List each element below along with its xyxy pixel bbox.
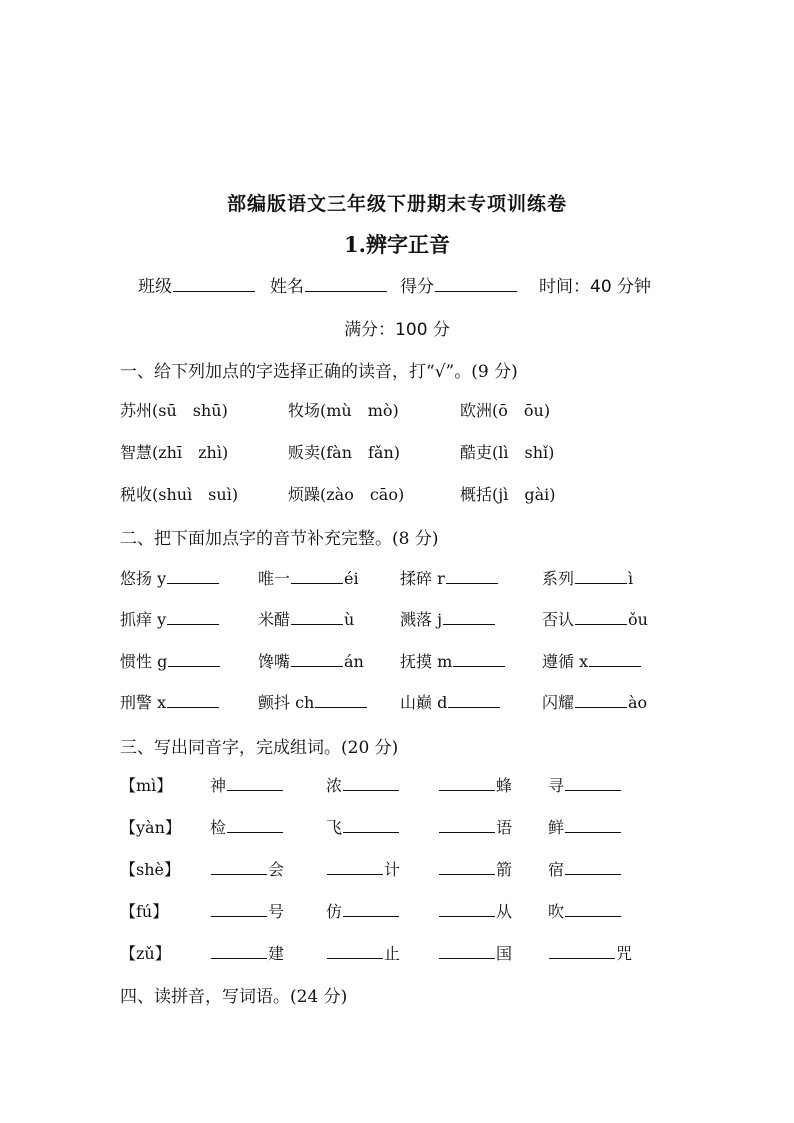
- homophone-word: [438, 815, 512, 838]
- answer-blank[interactable]: [211, 915, 267, 917]
- syllable-word: 抚摸 m: [400, 652, 453, 671]
- homophone-word: [326, 815, 400, 838]
- homophone-pinyin: 【zǔ】: [120, 944, 171, 963]
- word-after: 语: [496, 818, 513, 837]
- answer-blank[interactable]: [291, 582, 343, 584]
- answer-blank[interactable]: [549, 957, 615, 959]
- homophone-pinyin: 【mì】: [120, 776, 173, 795]
- syllable-word: 否认: [542, 610, 575, 629]
- section3-heading: 三、写出同音字，完成组词。(20 分): [120, 738, 399, 758]
- homophone-word: [326, 899, 400, 922]
- score-label: 得分: [400, 277, 434, 297]
- answer-blank[interactable]: [167, 623, 219, 625]
- word-before: 神: [210, 776, 227, 795]
- word-before: 仿: [326, 902, 343, 921]
- name-blank: [305, 290, 387, 292]
- answer-blank[interactable]: [167, 582, 219, 584]
- syllable-suffix: ì: [628, 569, 634, 588]
- syllable-item: [120, 607, 220, 630]
- homophone-word: [438, 857, 512, 880]
- class-label: 班级: [138, 277, 172, 297]
- syllable-item: [258, 690, 368, 713]
- answer-blank[interactable]: [291, 623, 343, 625]
- syllable-item: [542, 607, 648, 630]
- syllable-suffix: ào: [628, 693, 648, 712]
- syllable-item: [258, 607, 354, 630]
- syllable-item: [400, 690, 501, 713]
- word-after: 建: [268, 944, 285, 963]
- homophone-word: [548, 773, 622, 796]
- section2-heading: 二、把下面加点字的音节补充完整。(8 分): [120, 529, 439, 549]
- answer-blank[interactable]: [315, 706, 367, 708]
- word-before: 宿: [548, 860, 565, 879]
- answer-blank[interactable]: [168, 665, 220, 667]
- word-before: 浓: [326, 776, 343, 795]
- word-before: 吹: [548, 902, 565, 921]
- syllable-word: 揉碎 r: [400, 569, 445, 588]
- word-after: 国: [496, 944, 513, 963]
- syllable-item: [120, 566, 220, 589]
- answer-blank[interactable]: [453, 665, 505, 667]
- answer-blank[interactable]: [565, 789, 621, 791]
- answer-blank[interactable]: [439, 789, 495, 791]
- name-field: [270, 272, 388, 297]
- homophone-word: [548, 857, 622, 880]
- choice-item: 苏州(sū shū): [120, 401, 228, 420]
- word-before: 鲜: [548, 818, 565, 837]
- answer-blank[interactable]: [327, 957, 383, 959]
- homophone-pinyin: 【yàn】: [120, 818, 181, 837]
- syllable-word: 惯性 g: [120, 652, 168, 671]
- answer-blank[interactable]: [227, 789, 283, 791]
- homophone-pinyin: 【shè】: [120, 860, 180, 879]
- syllable-word: 悠扬 y: [120, 569, 167, 588]
- answer-blank[interactable]: [575, 706, 627, 708]
- answer-blank[interactable]: [575, 623, 627, 625]
- word-before: 寻: [548, 776, 565, 795]
- answer-blank[interactable]: [291, 665, 343, 667]
- syllable-word: 刑警 x: [120, 693, 167, 712]
- answer-blank[interactable]: [327, 873, 383, 875]
- word-before: 飞: [326, 818, 343, 837]
- choice-item: 概括(jì gài): [460, 485, 556, 504]
- word-after: 号: [268, 902, 285, 921]
- full-score: 满分：100 分: [344, 320, 450, 340]
- choice-item: 欧洲(ō ōu): [460, 401, 551, 420]
- answer-blank[interactable]: [448, 706, 500, 708]
- syllable-item: [542, 649, 642, 672]
- homophone-word: [548, 941, 632, 964]
- choice-item: 税收(shuì suì): [120, 485, 239, 504]
- syllable-word: 抓痒 y: [120, 610, 167, 629]
- syllable-word: 馋嘴: [258, 652, 291, 671]
- answer-blank[interactable]: [439, 915, 495, 917]
- syllable-suffix: ǒu: [628, 610, 648, 629]
- answer-blank[interactable]: [565, 873, 621, 875]
- homophone-word: [548, 815, 622, 838]
- syllable-item: [120, 649, 221, 672]
- homophone-word: [548, 899, 622, 922]
- page-subtitle: 1.辨字正音: [344, 232, 450, 257]
- syllable-word: 唯一: [258, 569, 291, 588]
- homophone-word: [326, 857, 400, 880]
- section1-heading: 一、给下列加点的字选择正确的读音，打“√”。(9 分): [120, 362, 518, 382]
- word-after: 从: [496, 902, 513, 921]
- section4-heading: 四、读拼音，写词语。(24 分): [120, 987, 348, 1007]
- syllable-item: [258, 566, 359, 589]
- score-blank: [435, 290, 517, 292]
- homophone-word: [210, 899, 284, 922]
- word-after: 箭: [496, 860, 513, 879]
- homophone-word: [210, 857, 284, 880]
- answer-blank[interactable]: [565, 915, 621, 917]
- class-blank: [173, 290, 255, 292]
- syllable-item: [400, 649, 506, 672]
- syllable-word: 米醋: [258, 610, 291, 629]
- answer-blank[interactable]: [211, 957, 267, 959]
- score-field: [400, 272, 518, 297]
- syllable-item: [258, 649, 364, 672]
- answer-blank[interactable]: [589, 665, 641, 667]
- syllable-item: [400, 566, 499, 589]
- answer-blank[interactable]: [211, 873, 267, 875]
- syllable-word: 溅落 j: [400, 610, 443, 629]
- syllable-suffix: éi: [344, 569, 359, 588]
- answer-blank[interactable]: [227, 831, 283, 833]
- answer-blank[interactable]: [575, 582, 627, 584]
- homophone-word: [210, 773, 284, 796]
- answer-blank[interactable]: [167, 706, 219, 708]
- answer-blank[interactable]: [343, 915, 399, 917]
- time-info: 时间：40 分钟: [539, 277, 652, 297]
- syllable-item: [400, 607, 496, 630]
- choice-item: 贩卖(fàn fǎn): [288, 443, 401, 462]
- syllable-word: 遵循 x: [542, 652, 589, 671]
- syllable-word: 颤抖 ch: [258, 693, 315, 712]
- word-after: 咒: [616, 944, 633, 963]
- answer-blank[interactable]: [439, 831, 495, 833]
- answer-blank[interactable]: [343, 831, 399, 833]
- word-after: 计: [384, 860, 401, 879]
- answer-blank[interactable]: [343, 789, 399, 791]
- homophone-word: [438, 773, 512, 796]
- word-after: 蜂: [496, 776, 513, 795]
- syllable-word: 闪耀: [542, 693, 575, 712]
- homophone-word: [326, 773, 400, 796]
- name-label: 姓名: [270, 277, 304, 297]
- syllable-item: [120, 690, 220, 713]
- homophone-word: [438, 941, 512, 964]
- syllable-word: 山巅 d: [400, 693, 448, 712]
- answer-blank[interactable]: [439, 873, 495, 875]
- syllable-suffix: án: [344, 652, 364, 671]
- answer-blank[interactable]: [565, 831, 621, 833]
- word-after: 会: [268, 860, 285, 879]
- syllable-suffix: ù: [344, 610, 355, 629]
- choice-item: 酷吏(lì shǐ): [460, 443, 555, 462]
- syllable-item: [542, 690, 647, 713]
- homophone-word: [438, 899, 512, 922]
- choice-item: 智慧(zhī zhì): [120, 443, 229, 462]
- syllable-item: [542, 566, 633, 589]
- homophone-word: [210, 815, 284, 838]
- answer-blank[interactable]: [443, 623, 495, 625]
- homophone-word: [326, 941, 400, 964]
- word-after: 止: [384, 944, 401, 963]
- word-before: 检: [210, 818, 227, 837]
- syllable-word: 系列: [542, 569, 575, 588]
- class-field: [138, 272, 256, 297]
- answer-blank[interactable]: [439, 957, 495, 959]
- answer-blank[interactable]: [446, 582, 498, 584]
- choice-item: 烦躁(zào cāo): [288, 485, 405, 504]
- page-title: 部编版语文三年级下册期末专项训练卷: [226, 193, 567, 215]
- choice-item: 牧场(mù mò): [288, 401, 399, 420]
- homophone-word: [210, 941, 284, 964]
- homophone-pinyin: 【fú】: [120, 902, 169, 921]
